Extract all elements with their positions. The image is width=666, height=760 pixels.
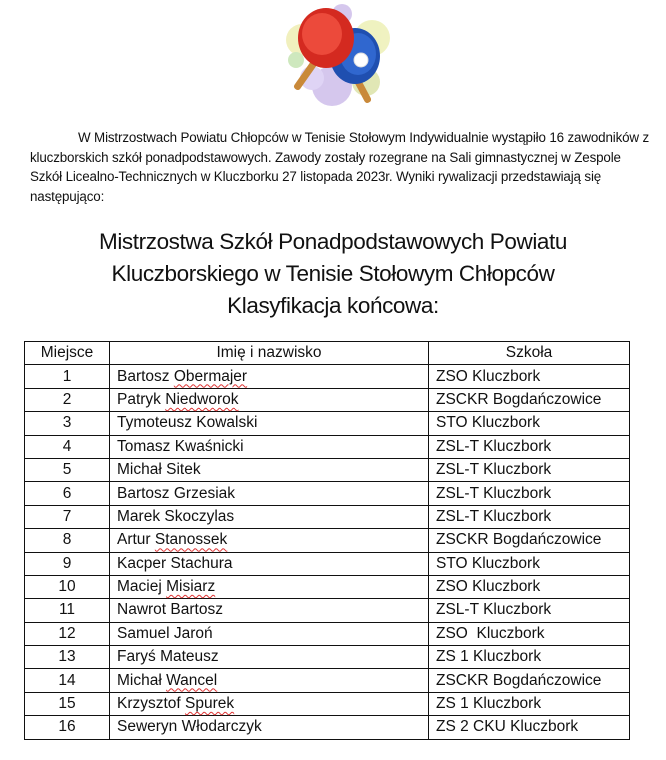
title-line-2: Kluczborskiego w Tenisie Stołowym Chłopców <box>111 261 555 286</box>
table-tennis-paddles-icon <box>272 0 400 112</box>
results-table <box>24 341 630 740</box>
school-cell: ZSL-T Kluczbork <box>429 505 630 528</box>
place-cell: 8 <box>25 529 110 552</box>
title-line-1: Mistrzostwa Szkół Ponadpodstawowych Powiatu <box>98 229 568 254</box>
last-name: Mateusz <box>160 648 219 666</box>
school-cell: ZSO Kluczbork <box>429 622 630 645</box>
place-cell: 2 <box>25 388 110 411</box>
first-name: Bartosz <box>117 367 170 385</box>
name-cell <box>110 458 429 481</box>
first-name: Maciej <box>117 578 162 596</box>
name-cell <box>110 646 429 669</box>
school-cell: ZSCKR Bogdańczowice <box>429 529 630 552</box>
first-name: Samuel <box>117 624 170 642</box>
place-cell: 5 <box>25 458 110 481</box>
last-name: Sitek <box>166 461 201 479</box>
first-name: Kacper <box>117 554 167 572</box>
intro-paragraph <box>30 128 650 206</box>
place-cell: 13 <box>25 646 110 669</box>
table-row <box>25 388 630 411</box>
first-name: Tymoteusz <box>117 414 192 432</box>
name-cell <box>110 412 429 435</box>
name-cell <box>110 365 429 388</box>
name-cell <box>110 575 429 598</box>
school-cell: ZSO Kluczbork <box>429 575 630 598</box>
table-row <box>25 529 630 552</box>
place-cell: 16 <box>25 716 110 739</box>
last-name: Kowalski <box>196 414 258 432</box>
table-row <box>25 505 630 528</box>
school-cell: STO Kluczbork <box>429 412 630 435</box>
first-name: Faryś <box>117 648 156 666</box>
school-cell: ZS 2 CKU Kluczbork <box>429 716 630 739</box>
last-name: Wancel <box>166 671 218 689</box>
name-cell <box>110 482 429 505</box>
table-row <box>25 575 630 598</box>
school-cell: ZSCKR Bogdańczowice <box>429 669 630 692</box>
school-cell: ZSL-T Kluczbork <box>429 482 630 505</box>
table-row <box>25 435 630 458</box>
first-name: Marek <box>117 507 161 525</box>
intro-text: W Mistrzostwach Powiatu Chłopców w Tenisie Stołowym Indywidualnie wystąpiło 16 zawodników z kluczborskich szkół ponadpodstawowych. Zawody zostały rozegrane na Sali gimnastycznej w Zespole Szkół Licealno-Technicznych w Kluczborku 27 listopada 2023r. Wyniki rywalizacji przedstawiają się następująco: <box>30 130 650 204</box>
table-row <box>25 552 630 575</box>
last-name: Włodarczyk <box>181 718 262 736</box>
last-name: Kwaśnicki <box>174 437 244 455</box>
school-cell: ZSCKR Bogdańczowice <box>429 388 630 411</box>
school-cell: STO Kluczbork <box>429 552 630 575</box>
place-cell: 1 <box>25 365 110 388</box>
name-cell <box>110 435 429 458</box>
last-name: Obermajer <box>173 367 248 385</box>
first-name: Michał <box>117 461 162 479</box>
last-name: Skoczylas <box>164 507 235 525</box>
last-name: Jaroń <box>173 624 213 642</box>
header-place: Miejsce <box>25 342 110 365</box>
first-name: Artur <box>117 531 151 549</box>
table-header-row <box>25 342 630 365</box>
table-row <box>25 622 630 645</box>
table-row <box>25 482 630 505</box>
school-cell: ZS 1 Kluczbork <box>429 646 630 669</box>
name-cell <box>110 599 429 622</box>
table-row <box>25 646 630 669</box>
place-cell: 9 <box>25 552 110 575</box>
place-cell: 4 <box>25 435 110 458</box>
table-row <box>25 412 630 435</box>
school-cell: ZSL-T Kluczbork <box>429 435 630 458</box>
name-cell <box>110 669 429 692</box>
first-name: Bartosz <box>117 484 170 502</box>
header-school: Szkoła <box>429 342 630 365</box>
name-cell <box>110 552 429 575</box>
first-name: Patryk <box>117 390 161 408</box>
school-cell: ZS 1 Kluczbork <box>429 692 630 715</box>
first-name: Tomasz <box>117 437 171 455</box>
name-cell <box>110 716 429 739</box>
first-name: Nawrot <box>117 601 167 619</box>
last-name: Stachura <box>170 554 233 572</box>
title-line-3: Klasyfikacja końcowa: <box>227 293 439 318</box>
table-row <box>25 458 630 481</box>
table-row <box>25 716 630 739</box>
first-name: Seweryn <box>117 718 178 736</box>
name-cell <box>110 622 429 645</box>
name-cell <box>110 505 429 528</box>
table-row <box>25 365 630 388</box>
table-row <box>25 692 630 715</box>
name-cell <box>110 529 429 552</box>
place-cell: 11 <box>25 599 110 622</box>
place-cell: 12 <box>25 622 110 645</box>
place-cell: 14 <box>25 669 110 692</box>
name-cell <box>110 388 429 411</box>
place-cell: 3 <box>25 412 110 435</box>
table-row <box>25 669 630 692</box>
school-cell: ZSO Kluczbork <box>429 365 630 388</box>
document-title <box>0 226 666 322</box>
table-tennis-logo <box>272 0 400 112</box>
school-cell: ZSL-T Kluczbork <box>429 458 630 481</box>
place-cell: 6 <box>25 482 110 505</box>
last-name: Stanossek <box>154 531 228 549</box>
name-cell <box>110 692 429 715</box>
first-name: Michał <box>117 671 162 689</box>
place-cell: 10 <box>25 575 110 598</box>
last-name: Bartosz <box>170 601 223 619</box>
place-cell: 15 <box>25 692 110 715</box>
last-name: Spurek <box>185 695 235 713</box>
first-name: Krzysztof <box>117 695 181 713</box>
place-cell: 7 <box>25 505 110 528</box>
last-name: Grzesiak <box>173 484 236 502</box>
school-cell: ZSL-T Kluczbork <box>429 599 630 622</box>
header-name: Imię i nazwisko <box>110 342 429 365</box>
last-name: Niedworok <box>165 390 239 408</box>
last-name: Misiarz <box>166 578 216 596</box>
table-row <box>25 599 630 622</box>
